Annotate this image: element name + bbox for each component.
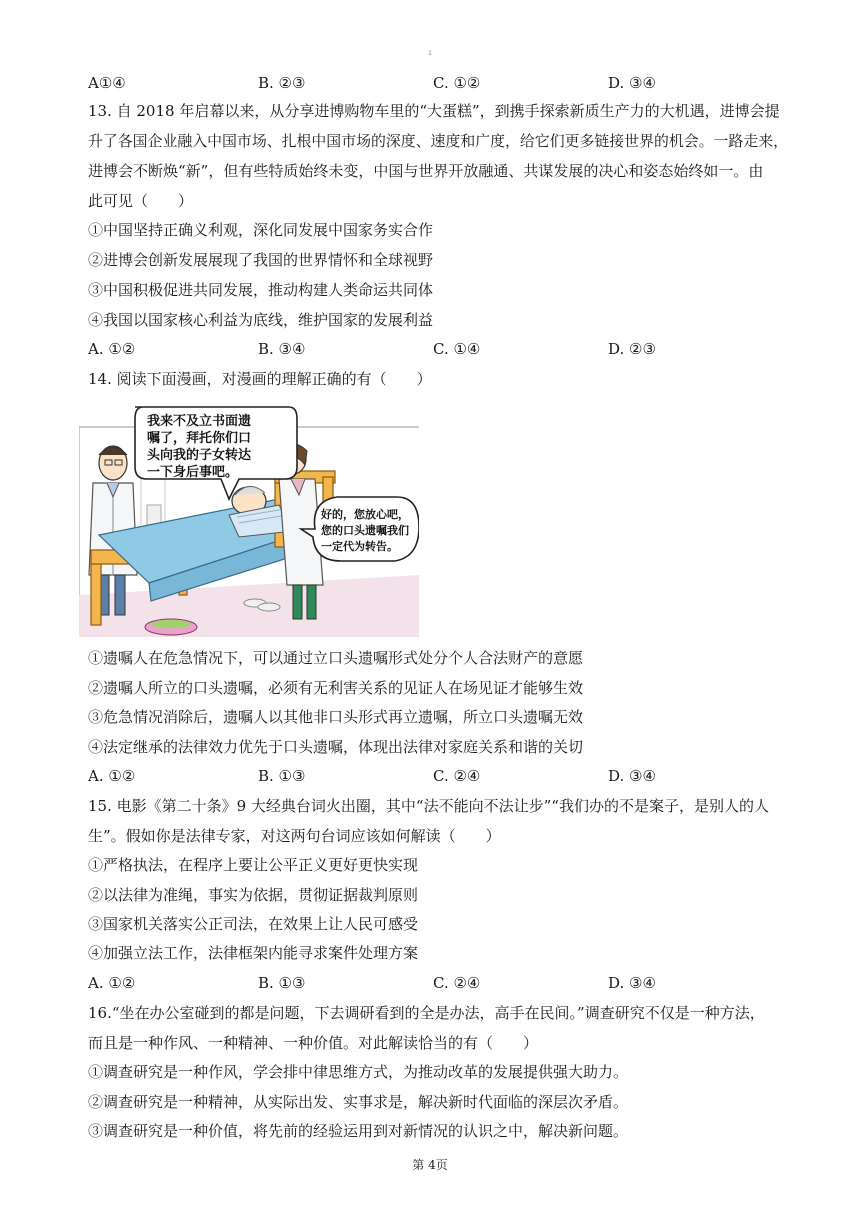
bubble-doctor-line-1: 好的，您放心吧， [321,508,409,521]
q15-item-1: ①严格执法，在程序上要让公平正义更好更快实现 [88,856,419,874]
q12-option-c[interactable]: C. ①② [433,74,481,92]
q13-options [88,339,788,359]
q13-option-d[interactable]: D. ②③ [608,340,656,358]
q14-item-4: ④法定继承的法律效力优先于口头遗嘱，体现出法律对家庭关系和谐的关切 [88,738,584,756]
q14-stem: 14. 阅读下面漫画，对漫画的理解正确的有（ ） [88,370,432,388]
q15-options [88,973,788,993]
bubble-patient-line-1: 我来不及立书面遗 [147,414,252,429]
q13-stem-line-1: 13. 自 2018 年启幕以来，从分享进博购物车里的“大蛋糕”，到携手探索新质生产力的大机遇，进博会提 [88,102,780,120]
q16-item-3: ③调查研究是一种价值，将先前的经验运用到对新情况的认识之中，解决新问题。 [88,1122,629,1140]
q14-option-c[interactable]: C. ②④ [433,767,481,785]
q13-stem-line-4: 此可见（ ） [88,192,194,210]
q13-item-4: ④我国以国家核心利益为底线，维护国家的发展利益 [88,311,434,329]
q14-option-a[interactable]: A. ①② [88,767,136,785]
q12-options [88,73,788,93]
q15-stem-line-2: 生”。假如你是法律专家，对这两句台词应该如何解读（ ） [88,827,501,845]
page-number: 第 4页 [412,1158,448,1172]
q16-item-1: ①调查研究是一种作风，学会排中律思维方式，为推动改革的发展提供强大助力。 [88,1063,629,1081]
q15-option-a[interactable]: A. ①② [88,974,136,992]
q15-option-d[interactable]: D. ③④ [608,974,656,992]
q14-options [88,766,788,786]
q15-option-c[interactable]: C. ②④ [433,974,481,992]
q15-item-3: ③国家机关落实公正司法，在效果上让人民可感受 [88,915,419,933]
q14-item-2: ②遗嘱人所立的口头遗嘱，必须有无利害关系的见证人在场见证才能够生效 [88,679,584,697]
q13-item-3: ③中国积极促进共同发展，推动构建人类命运共同体 [88,281,434,299]
q15-option-b[interactable]: B. ①③ [258,974,306,992]
comic-illustration [79,405,419,637]
bubble-doctor-line-2: 您的口头遗嘱我们 [321,524,409,537]
q13-option-c[interactable]: C. ①④ [433,340,481,358]
q12-option-d[interactable]: D. ③④ [608,74,656,92]
q14-option-d[interactable]: D. ③④ [608,767,656,785]
q14-option-b[interactable]: B. ①③ [258,767,306,785]
q16-item-2: ②调查研究是一种精神，从实际出发、实事求是，解决新时代面临的深层次矛盾。 [88,1093,629,1111]
q15-item-4: ④加强立法工作，法律框架内能寻求案件处理方案 [88,944,419,962]
q15-item-2: ②以法律为准绳，事实为依据，贯彻证据裁判原则 [88,886,419,904]
q12-option-a[interactable]: A①④ [88,74,126,92]
bubble-patient-line-2: 嘱了，拜托你们口 [147,431,252,446]
bubble-patient-line-4: 一下身后事吧。 [147,465,239,480]
speech-bubble-doctor [301,497,419,561]
bubble-patient-line-3: 头向我的子女转达 [147,448,252,463]
q16-stem-line-1: 16.“坐在办公室碰到的都是问题，下去调研看到的全是办法，高手在民间。”调查研究不仅是一种方法， [88,1004,765,1022]
q13-item-2: ②进博会创新发展展现了我国的世界情怀和全球视野 [88,251,434,269]
q13-stem-line-3: 进博会不断焕“新”，但有些特质始终未变，中国与世界开放融通、共谋发展的决心和姿态始终如一。由 [88,162,764,180]
q13-stem-line-2: 升了各国企业融入中国市场、扎根中国市场的深度、速度和广度，给它们更多链接世界的机会。一路走来， [88,132,789,150]
q13-option-b[interactable]: B. ③④ [258,340,306,358]
q13-item-1: ①中国坚持正确义利观，深化同发展中国家务实合作 [88,221,434,239]
q12-option-b[interactable]: B. ②③ [258,74,306,92]
bubble-doctor-line-3: 一定代为转告。 [321,540,398,553]
q16-stem-line-2: 而且是一种作风、一种精神、一种价值。对此解读恰当的有（ ） [88,1034,539,1052]
page-marker: 1 [428,50,432,57]
q13-option-a[interactable]: A. ①② [88,340,136,358]
q14-item-3: ③危急情况消除后，遗嘱人以其他非口头形式再立遗嘱，所立口头遗嘱无效 [88,708,584,726]
q15-stem-line-1: 15. 电影《第二十条》9 大经典台词火出圈，其中“法不能向不法让步”“我们办的不是案子，是别人的人 [88,797,769,815]
q14-item-1: ①遗嘱人在危急情况下，可以通过立口头遗嘱形式处分个人合法财产的意愿 [88,649,584,667]
